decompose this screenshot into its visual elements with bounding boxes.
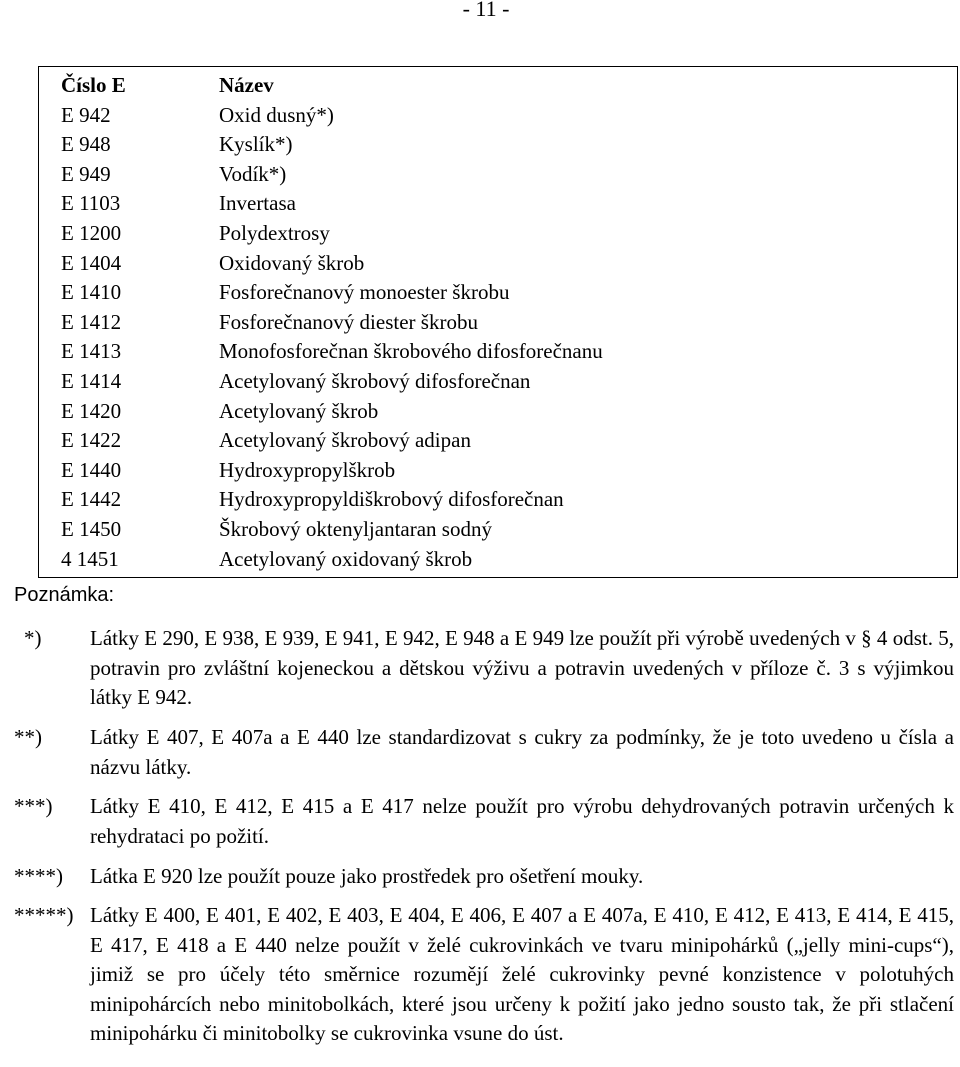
- table-row: [39, 189, 957, 219]
- row-code: E 942: [61, 102, 111, 127]
- notes-label: Poznámka:: [14, 584, 115, 606]
- table-row: [39, 160, 957, 190]
- table-row: [39, 101, 957, 131]
- table-row: [39, 337, 957, 367]
- table-row: [39, 397, 957, 427]
- row-name: Acetylovaný oxidovaný škrob: [219, 546, 473, 571]
- page-number: - 11 -: [462, 0, 510, 21]
- note-mark: ***): [14, 794, 53, 818]
- row-code: 4 1451: [61, 546, 119, 571]
- table-row: [39, 485, 957, 515]
- row-name: Acetylovaný škrobový difosforečnan: [219, 369, 531, 393]
- row-name: Acetylovaný škrobový adipan: [219, 428, 471, 453]
- row-code: E 1442: [61, 487, 122, 512]
- row-code: E 1440: [61, 457, 122, 482]
- note-mark: ****): [14, 864, 63, 888]
- note-text: Látky E 410, E 412, E 415 a E 417 nelze použít pro výrobu dehydrovaných potravin určených k rehydrataci po požití.: [90, 794, 954, 848]
- note-mark: **): [14, 725, 42, 749]
- note-item: [14, 862, 954, 892]
- row-code: E 1413: [61, 339, 122, 364]
- table-row: [39, 278, 957, 308]
- row-name: Vodík*): [219, 161, 287, 186]
- row-name: Fosforečnanový diester škrobu: [219, 309, 478, 334]
- row-code: E 949: [61, 161, 111, 186]
- row-name: Hydroxypropyldiškrobový difosforečnan: [219, 487, 564, 512]
- row-code: E 1450: [61, 517, 122, 541]
- row-name: Monofosforečnan škrobového difosforečnanu: [219, 339, 603, 364]
- note-text: Látka E 920 lze použít pouze jako prostředek pro ošetření mouky.: [90, 864, 644, 888]
- note-text: Látky E 290, E 938, E 939, E 941, E 942, E 948 a E 949 lze použít při výrobě uvedených v § 4 odst. 5, potravin pro zvláštní kojeneckou a dětskou výživu a potravin uvedených v příloze č. 3 s výjimkou látky E 942.: [90, 626, 954, 710]
- row-name: Acetylovaný škrob: [219, 398, 379, 423]
- additives-table: [38, 66, 958, 578]
- row-code: E 1422: [61, 428, 122, 453]
- row-code: E 1414: [61, 369, 122, 393]
- table-row: [39, 130, 957, 160]
- table-row: [39, 515, 957, 545]
- header-code: Číslo E: [61, 73, 126, 97]
- table-row: [39, 545, 957, 575]
- row-code: E 1404: [61, 250, 122, 275]
- row-name: Oxidovaný škrob: [219, 250, 365, 275]
- row-code: E 1412: [61, 309, 122, 334]
- header-name: Název: [219, 73, 274, 97]
- note-item: [14, 901, 954, 1049]
- row-name: Polydextrosy: [219, 221, 330, 245]
- note-mark: *): [24, 626, 42, 650]
- row-name: Invertasa: [219, 191, 296, 216]
- row-name: Škrobový oktenyljantaran sodný: [219, 517, 492, 541]
- row-code: E 1103: [61, 191, 121, 216]
- table-row: [39, 308, 957, 338]
- row-name: Kyslík*): [219, 132, 293, 157]
- table-row: [39, 219, 957, 249]
- row-code: E 1410: [61, 280, 122, 305]
- row-code: E 948: [61, 132, 111, 157]
- table-row: [39, 367, 957, 397]
- note-item: [14, 624, 954, 713]
- table-row: [39, 456, 957, 486]
- table-header-row: [39, 71, 957, 101]
- table-row: [39, 249, 957, 279]
- row-name: Hydroxypropylškrob: [219, 457, 396, 482]
- row-name: Fosforečnanový monoester škrobu: [219, 280, 510, 305]
- note-mark: *****): [14, 903, 74, 927]
- note-item: [14, 723, 954, 782]
- table-row: [39, 426, 957, 456]
- row-code: E 1200: [61, 221, 122, 245]
- row-name: Oxid dusný*): [219, 102, 334, 127]
- note-text: Látky E 400, E 401, E 402, E 403, E 404, E 406, E 407 a E 407a, E 410, E 412, E 413, E 414, E 415, E 417, E 418 a E 440 nelze použít v želé cukrovinkách ve tvaru minipohárků („jelly mini-cups“), jimiž se pro účely této směrnice rozumějí želé cukrovinky pevné konzistence v polotuhých minipohárcích nebo minitobolkách, které jsou určeny k požití jako jedno sousto tak, že při stlačení minipohárku či minitobolky se cukrovinka vsune do úst.: [90, 903, 954, 1046]
- note-item: [14, 792, 954, 851]
- row-code: E 1420: [61, 398, 122, 423]
- note-text: Látky E 407, E 407a a E 440 lze standardizovat s cukry za podmínky, že je toto uvedeno u čísla a názvu látky.: [90, 725, 954, 779]
